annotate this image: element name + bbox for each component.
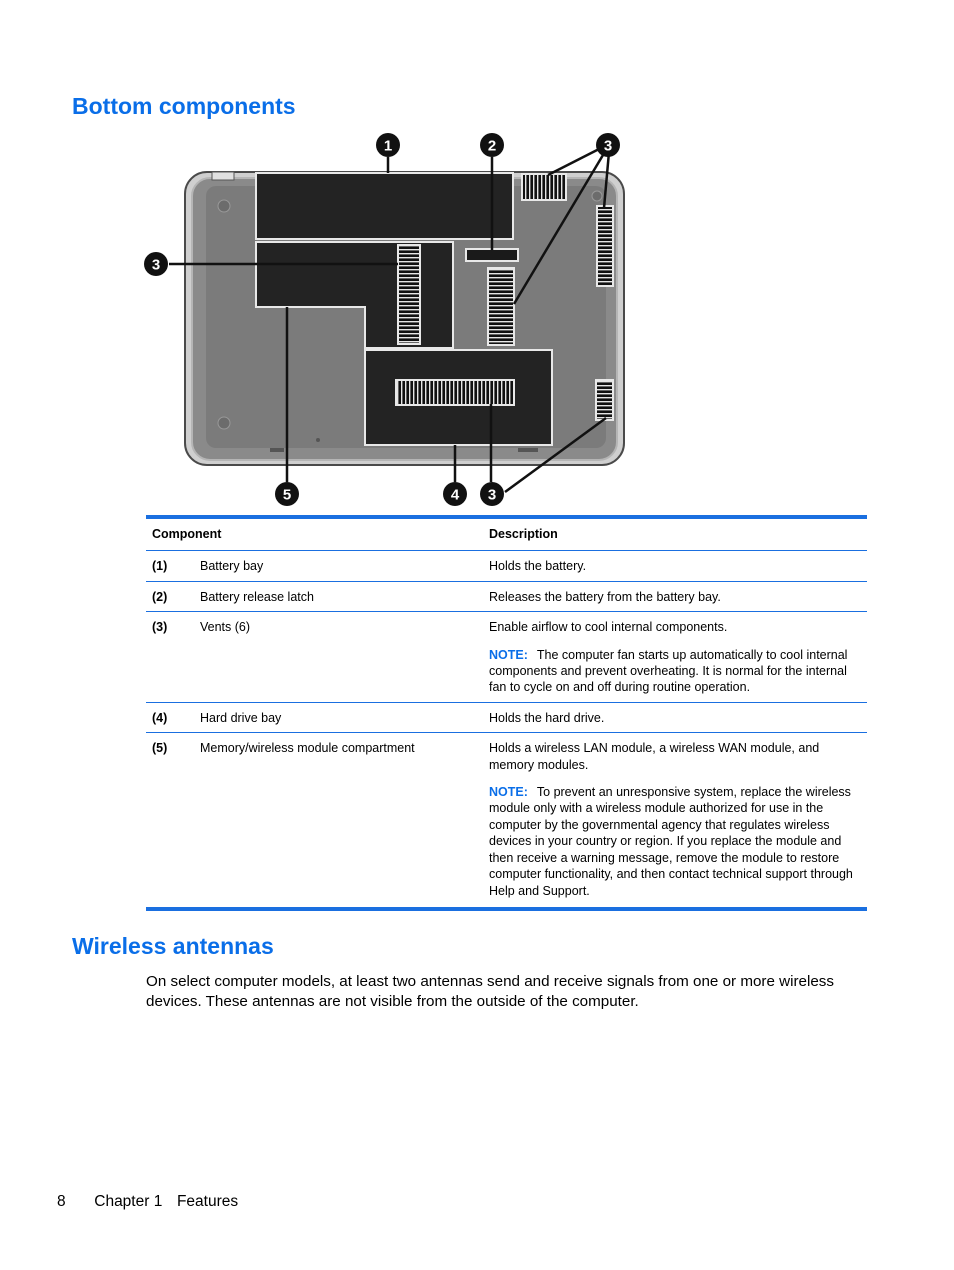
callout-label: 1 [383,137,393,155]
vent [522,174,566,200]
callout-label: 3 [603,137,613,155]
table-header-row [146,517,867,551]
callout-label: 3 [151,256,161,274]
callout-label: 3 [487,486,497,504]
note-text: To prevent an unresponsive system, replace the wireless module only with a wireless module authorized for use in the computer by the governmental agency that regulates wireless devices in your country or region. If you replace the module and then receive a warning message, remove the module to restore computer functionality, and then contact technical support through Help and Support. [489,785,853,898]
table-row [146,612,867,703]
table-row [146,551,867,581]
table-row [146,733,867,909]
note [489,784,861,899]
row-description-cell [483,733,867,909]
section-title-wireless-antennas: Wireless antennas [72,933,274,959]
row-number: (4) [146,702,194,732]
row-component: Vents (6) [194,612,483,703]
row-number: (2) [146,581,194,611]
row-description: Releases the battery from the battery bay. [483,581,867,611]
row-description: Holds the hard drive. [483,702,867,732]
header-component: Component [146,517,483,551]
vent [596,380,613,420]
row-number: (1) [146,551,194,581]
callout-label: 5 [282,486,292,504]
note [489,647,861,696]
header-description: Description [483,517,867,551]
components-table [146,515,867,911]
note-label: NOTE: [489,647,528,662]
battery-bay [256,173,513,239]
row-description: Holds a wireless LAN module, a wireless WAN module, and memory modules. [489,741,820,772]
wireless-paragraph: On select computer models, at least two antennas send and receive signals from one or more wireless devices. These antennas are not visible from the outside of the computer. [146,973,834,1010]
vent [396,380,514,405]
row-component: Battery release latch [194,581,483,611]
chapter-title: Features [176,1193,239,1210]
page-footer [57,1193,238,1211]
row-component: Battery bay [194,551,483,581]
chapter-label: Chapter 1 [94,1193,163,1210]
row-number: (5) [152,741,168,756]
vent [488,268,514,345]
laptop-bottom-illustration [140,130,630,515]
note-text: The computer fan starts up automatically to cool internal components and prevent overheating. It is normal for the internal fan to cycle on and off during routine operation. [489,647,848,695]
callout-label: 4 [450,486,460,504]
row-component: Hard drive bay [194,702,483,732]
table-row [146,702,867,732]
page-number: 8 [57,1193,66,1210]
battery-latch [466,249,518,261]
callout-label: 2 [487,137,497,155]
row-component: Memory/wireless module compartment [200,741,415,756]
table-row [146,581,867,611]
row-description: Holds the battery. [483,551,867,581]
note-label: NOTE: [489,785,528,800]
row-description: Enable airflow to cool internal components. [489,620,728,635]
section-title-bottom-components: Bottom components [72,93,296,119]
row-number: (3) [146,612,194,703]
vent [597,206,613,286]
vent [398,245,420,344]
row-description-cell [483,612,867,703]
